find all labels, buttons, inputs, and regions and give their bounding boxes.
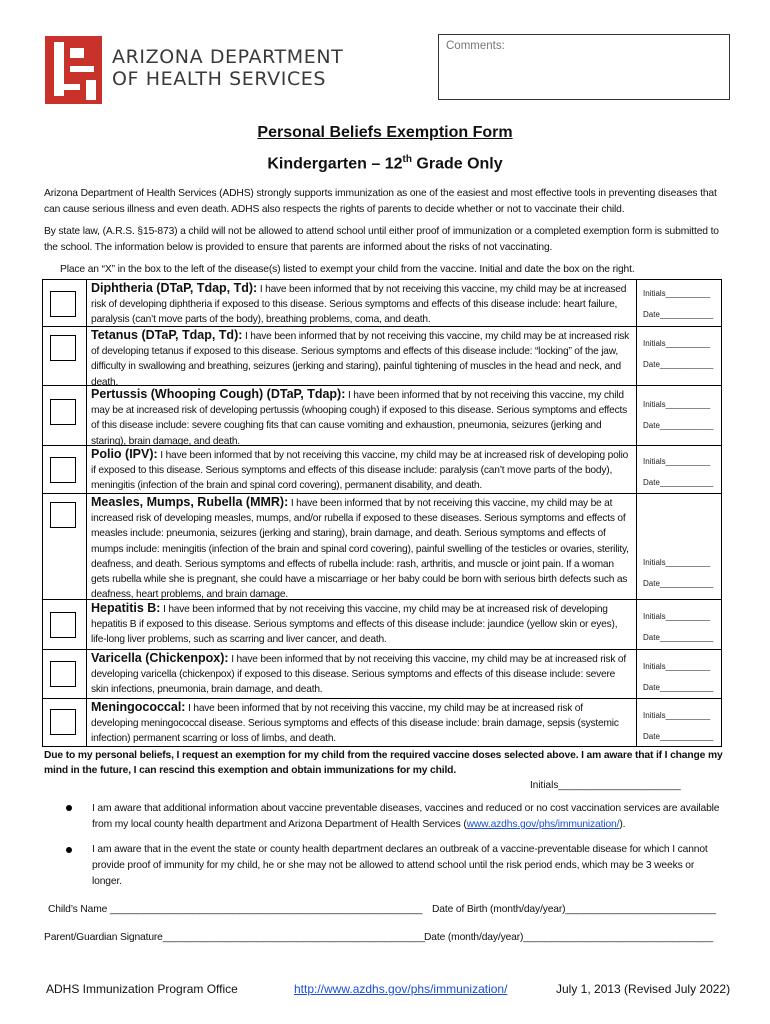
bullet-icon [66,847,72,853]
date-field[interactable]: Date____________ [643,310,714,319]
disease-row-tetanus [43,327,721,386]
exempt-checkbox-hepatitis-b[interactable] [50,612,76,638]
intro-paragraph-2: By state law, (A.R.S. §15-873) a child will not be allowed to attend school until either proof of immunization or a completed exemption form is submitted to the school. The information below is provided to ensure that parents are informed about the risks of not vaccinating. [44,226,719,253]
disease-row-mmr [43,494,721,600]
disease-description [91,328,631,390]
disease-description [91,651,631,698]
child-name-field[interactable]: Child’s Name ________________________________________________________ [48,904,423,915]
initials-field[interactable]: Initials__________ [643,457,711,466]
disease-text: I have been informed that by not receiving this vaccine, my child may be at increased risk of developing tetanus if exposed to this disease. Serious symptoms and effects of this disease include: “locking” of the jaw, difficulty in swallowing and breathing, seizures (jerking and staring), painful tightening of muscles in the head and neck, and death. [91,331,630,388]
exempt-checkbox-polio[interactable] [50,457,76,483]
disease-description [91,700,631,747]
disease-name: Varicella (Chickenpox): [91,651,229,665]
disease-name: Meningococcal: [91,700,186,714]
disease-text: I have been informed that by not receiving this vaccine, my child may be at increased risk of developing measles, mumps, and/or rubella if exposed to these diseases. Serious symptoms and effects of measles include: pneumonia, seizures (jerking and staring), brain damage, and death. Serious symptoms and effects of mumps include: meningitis (infection of the brain and spinal cord covering), painful swelling of the testicles or ovaries, sterility, deafness, and death. Serious symptoms and effects of rubella include: rash, arthritis, and muscle or joint pain. If a woman gets rubella while she is pregnant, she could have a miscarriage or her baby could be born with serious birth defects such as deafness, heart problems, and brain damage. [91,498,629,601]
date-field[interactable]: Date____________ [643,633,714,642]
initials-field[interactable]: Initials__________ [643,289,711,298]
disease-name: Diphtheria (DTaP, Tdap, Td): [91,281,258,295]
statement-initials-field[interactable]: Initials______________________ [530,780,681,791]
footer-url[interactable] [294,982,507,996]
initials-field[interactable]: Initials__________ [643,612,711,621]
disease-name: Hepatitis B: [91,601,161,615]
disease-row-meningococcal [43,699,721,746]
logo-text [112,46,343,90]
date-field[interactable]: Date____________ [643,683,714,692]
exemption-statement: Due to my personal beliefs, I request an exemption for my child from the required vaccine doses selected above. I am aware that if I change my mind in the future, I can rescind this exemption and obtain immunizations for my child. [44,750,723,776]
disease-description [91,495,631,602]
acknowledgement-1 [92,801,722,833]
date-field[interactable]: Date____________ [643,478,714,487]
signature-date-field[interactable]: Date (month/day/year)__________________________________ [424,932,713,943]
acknowledgement-text: I am aware that additional information about vaccine preventable diseases, vaccines and reduced or no cost vaccination services are available from my local county health department and Arizona Department of Health Services ( [92,803,720,830]
form-title: Personal Beliefs Exemption Form [257,124,513,141]
dob-field[interactable]: Date of Birth (month/day/year)___________________________ [432,904,716,915]
immunization-link[interactable]: www.azdhs.gov/phs/immunization/ [466,819,620,830]
initials-field[interactable]: Initials__________ [643,662,711,671]
initials-field[interactable]: Initials__________ [643,711,711,720]
logo-line-1: ARIZONA DEPARTMENT [112,46,344,68]
initials-field[interactable]: Initials__________ [643,558,711,567]
instruction-text: Place an “X” in the box to the left of the disease(s) listed to exempt your child from the vaccine. Initial and date the box on the right. [60,264,635,275]
disease-row-polio [43,446,721,494]
exempt-checkbox-meningococcal[interactable] [50,709,76,735]
subtitle-text: Kindergarten – 12 [267,155,403,173]
comments-label: Comments: [446,40,505,52]
disease-row-hepatitis-b [43,600,721,650]
exempt-checkbox-varicella[interactable] [50,661,76,687]
intro-paragraph-1: Arizona Department of Health Services (ADHS) strongly supports immunization as one of the easiest and most effective tools in preventing diseases that can cause serious illness and even death. ADHS also respects the rights of parents to decide whether or not to vaccinate their child. [44,188,717,215]
disease-description [91,387,631,449]
form-subtitle [0,154,770,173]
date-field[interactable]: Date____________ [643,579,714,588]
disease-name: Polio (IPV): [91,447,158,461]
date-field[interactable]: Date____________ [643,421,714,430]
disease-name: Pertussis (Whooping Cough) (DTaP, Tdap): [91,387,346,401]
disease-row-varicella [43,650,721,699]
disease-text: I have been informed that by not receiving this vaccine, my child may be at increased risk of developing diphtheria if exposed to this disease. Serious symptoms and effects of this disease include: heart failure, paralysis (can’t move parts of the body), breathing problems, coma, and death. [91,284,627,326]
disease-text: I have been informed that by not receiving this vaccine, my child may be at increased risk of developing meningococcal disease. Serious symptoms and effects of this disease include: brain damage, sepsis (systemic infection) permanent scarring or loss of limbs, and death. [91,703,619,745]
disease-description [91,447,631,494]
exempt-checkbox-diphtheria[interactable] [50,291,76,317]
guardian-signature-field[interactable]: Parent/Guardian Signature_______________________________________________ [44,932,425,943]
disease-name: Tetanus (DTaP, Tdap, Td): [91,328,243,342]
logo-line-2: OF HEALTH SERVICES [112,68,327,90]
exempt-checkbox-mmr[interactable] [50,502,76,528]
disease-description [91,281,631,328]
acknowledgement-2: I am aware that in the event the state or county health department declares an outbreak of a vaccine-preventable disease for which I cannot provide proof of immunity for my child, he or she may not be allowed to attend school until the risk period ends, which may be 3 weeks or longer. [92,844,708,887]
subtitle-sup: th [402,154,412,165]
disease-text: I have been informed that by not receiving this vaccine, my child may be at increased risk of developing pertussis (whooping cough) if exposed to this disease. Serious symptoms and effects of this disease include: severe coughing fits that can cause vomiting and exhaustion, pneumonia, seizures (jerking and staring), brain damage, and death. [91,390,628,447]
comments-box[interactable] [438,34,730,100]
disease-text: I have been informed that by not receiving this vaccine, my child may be at increased risk of developing hepatitis B if exposed to this disease. Serious symptoms and effects of this disease include: jaundice (yellow skin or eyes), life-long liver problems, such as scarring and liver cancer, and death. [91,604,618,646]
date-field[interactable]: Date____________ [643,732,714,741]
acknowledgement-end: ). [619,819,626,830]
exempt-checkbox-pertussis[interactable] [50,399,76,425]
initials-field[interactable]: Initials__________ [643,400,711,409]
disease-text: I have been informed that by not receiving this vaccine, my child may be at increased risk of developing polio if exposed to this disease. Serious symptoms and effects of this disease include: paralysis (can’t move parts of the body), meningitis (infection of the brain and spinal cord covering), permanent disability, and death. [91,450,629,492]
date-field[interactable]: Date____________ [643,360,714,369]
disease-name: Measles, Mumps, Rubella (MMR): [91,495,289,509]
initials-field[interactable]: Initials__________ [643,339,711,348]
bullet-icon [66,805,72,811]
footer-office: ADHS Immunization Program Office [46,982,238,996]
disease-row-pertussis [43,386,721,446]
exempt-checkbox-tetanus[interactable] [50,335,76,361]
footer-link[interactable]: http://www.azdhs.gov/phs/immunization/ [294,982,508,996]
disease-row-diphtheria [43,280,721,327]
footer-date: July 1, 2013 (Revised July 2022) [556,982,731,996]
disease-text: I have been informed that by not receiving this vaccine, my child may be at increased risk of developing varicella (chickenpox) if exposed to this disease. Serious symptoms and effects of this disease include: severe skin infections, pneumonia, brain damage, and death. [91,654,626,696]
disease-table [42,279,722,747]
disease-description [91,601,631,648]
subtitle-text-end: Grade Only [411,155,503,173]
